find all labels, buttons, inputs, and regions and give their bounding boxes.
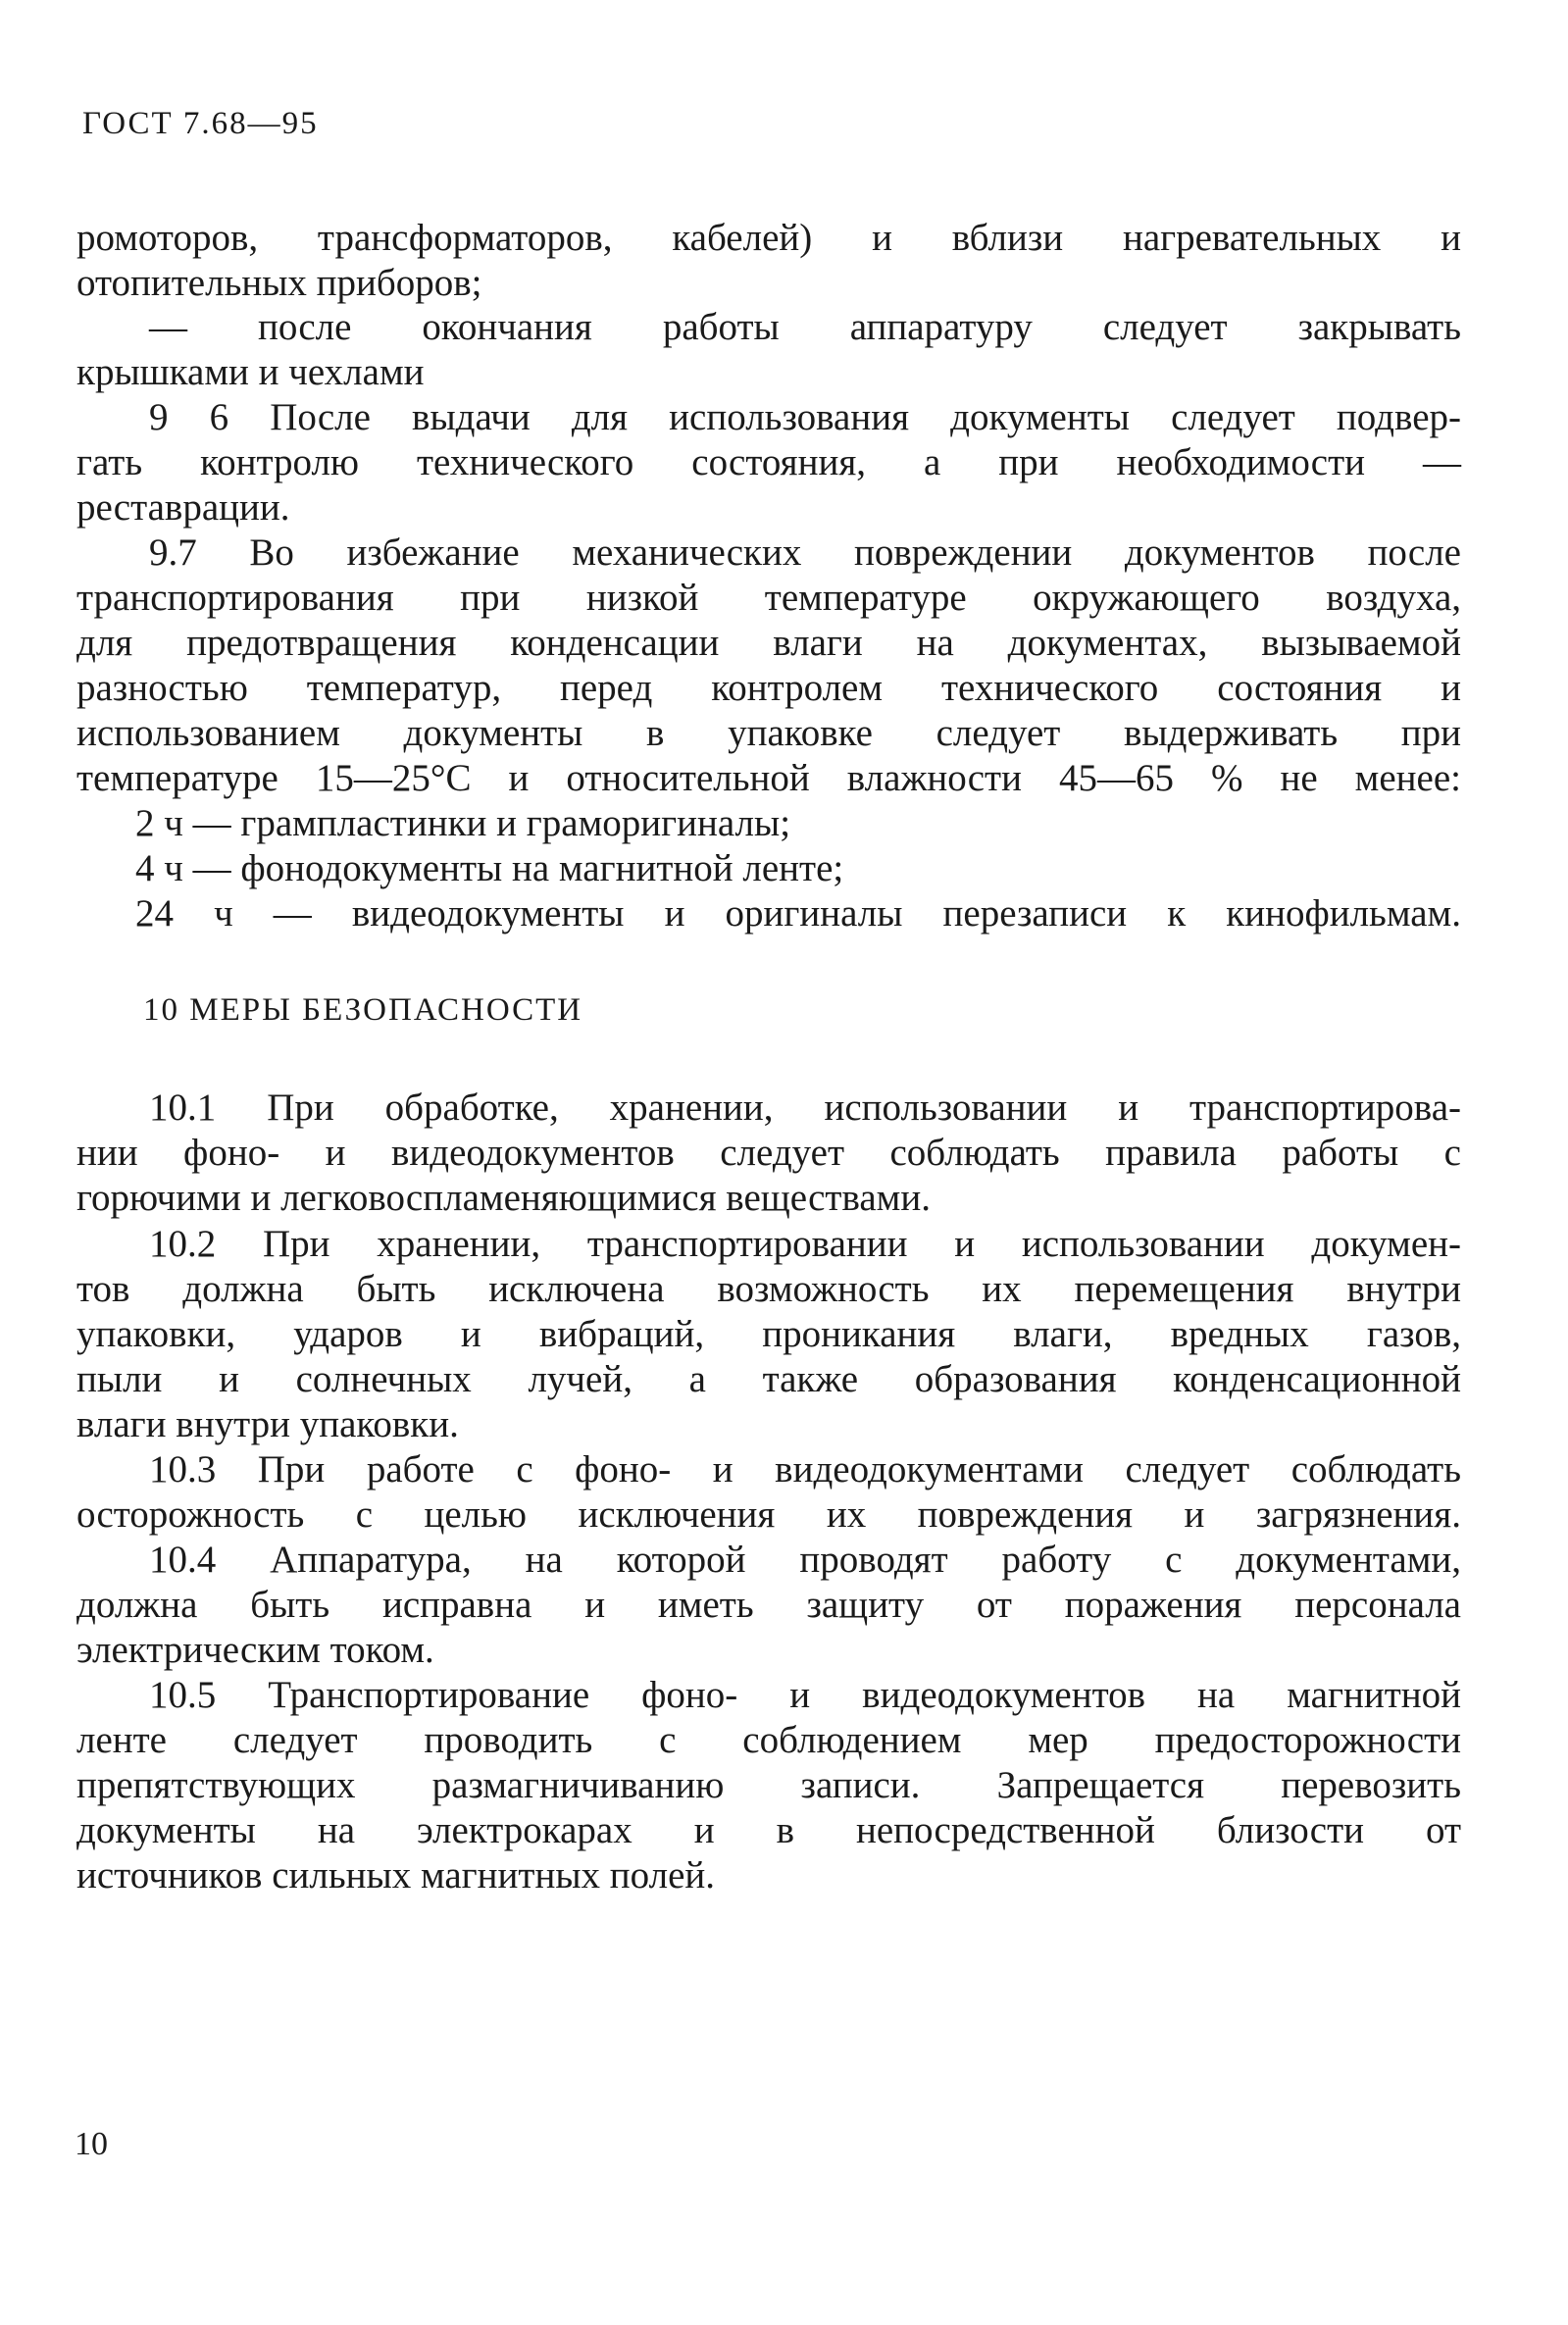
- text-line: транспортирования при низкой температуре окружающего воздуха,: [76, 577, 1461, 619]
- text-line: 9 6 После выдачи для использования документы следует подвер-: [149, 396, 1461, 438]
- text-line: пыли и солнечных лучей, а также образования конденсационной: [76, 1358, 1461, 1400]
- list-item: 24 ч — видеодокументы и оригиналы перезаписи к кинофильмам.: [135, 892, 1461, 935]
- paragraph-10-4: [76, 1538, 1461, 1673]
- list-item: 2 ч — грампластинки и граморигиналы;: [135, 802, 791, 844]
- text-line: 10.1 При обработке, хранении, использовании и транспортирова-: [149, 1087, 1461, 1129]
- section-title: 10 МЕРЫ БЕЗОПАСНОСТИ: [143, 992, 583, 1028]
- page-number: 10: [75, 2126, 108, 2162]
- text-line: — после окончания работы аппаратуру следует закрывать: [149, 306, 1461, 348]
- text-line: использованием документы в упаковке следует выдерживать при: [76, 712, 1461, 754]
- text-line: осторожность с целью исключения их повреждения и загрязнения.: [76, 1493, 1461, 1536]
- text-line: препятствующих размагничиванию записи. Запрещается перевозить: [76, 1764, 1461, 1806]
- text-line: 10.2 При хранении, транспортировании и использовании докумен-: [149, 1223, 1461, 1265]
- text-line: 10.5 Транспортирование фоно- и видеодокументов на магнитной: [149, 1674, 1461, 1716]
- text-line: крышками и чехлами: [76, 351, 425, 393]
- text-line: источников сильных магнитных полей.: [76, 1854, 716, 1896]
- text-line: влаги внутри упаковки.: [76, 1403, 459, 1445]
- text-line: должна быть исправна и иметь защиту от поражения персонала: [76, 1584, 1461, 1626]
- dash-list-item: [76, 305, 1461, 395]
- text-line: документы на электрокарах и в непосредственной близости от: [76, 1809, 1461, 1851]
- paragraph-10-5: [76, 1673, 1461, 1898]
- text-line: ромоторов, трансформаторов, кабелей) и вблизи нагревательных и: [76, 217, 1461, 259]
- text-line: 9.7 Во избежание механических повреждении документов после: [149, 531, 1461, 574]
- text-line: для предотвращения конденсации влаги на документах, вызываемой: [76, 622, 1461, 664]
- list-item: 4 ч — фонодокументы на магнитной ленте;: [135, 847, 844, 889]
- paragraph-10-2: [76, 1222, 1461, 1447]
- text-line: реставрации.: [76, 486, 290, 529]
- text-line: разностью температур, перед контролем технического состояния и: [76, 667, 1461, 709]
- paragraph-10-3: [76, 1447, 1461, 1538]
- paragraph-9-7: [76, 531, 1461, 936]
- text-line: ленте следует проводить с соблюдением мер предосторожности: [76, 1719, 1461, 1761]
- text-line: гать контролю технического состояния, а при необходимости —: [76, 441, 1461, 483]
- paragraph-9-5-continuation: [76, 216, 1461, 306]
- paragraph-10-1: [76, 1086, 1461, 1221]
- text-line: отопительных приборов;: [76, 262, 482, 304]
- text-line: электрическим током.: [76, 1629, 434, 1671]
- standard-header: ГОСТ 7.68—95: [82, 106, 319, 141]
- text-line: 10.4 Аппаратура, на которой проводят работу с документами,: [149, 1539, 1461, 1581]
- paragraph-9-6: [76, 395, 1461, 531]
- text-line: нии фоно- и видеодокументов следует соблюдать правила работы с: [76, 1132, 1461, 1174]
- text-line: температуре 15—25°С и относительной влажности 45—65 % не менее:: [76, 757, 1461, 799]
- text-line: горючими и легковоспламеняющимися веществами.: [76, 1177, 931, 1219]
- text-line: упаковки, ударов и вибраций, проникания влаги, вредных газов,: [76, 1313, 1461, 1355]
- text-line: тов должна быть исключена возможность их перемещения внутри: [76, 1268, 1461, 1310]
- text-line: 10.3 При работе с фоно- и видеодокументами следует соблюдать: [149, 1448, 1461, 1491]
